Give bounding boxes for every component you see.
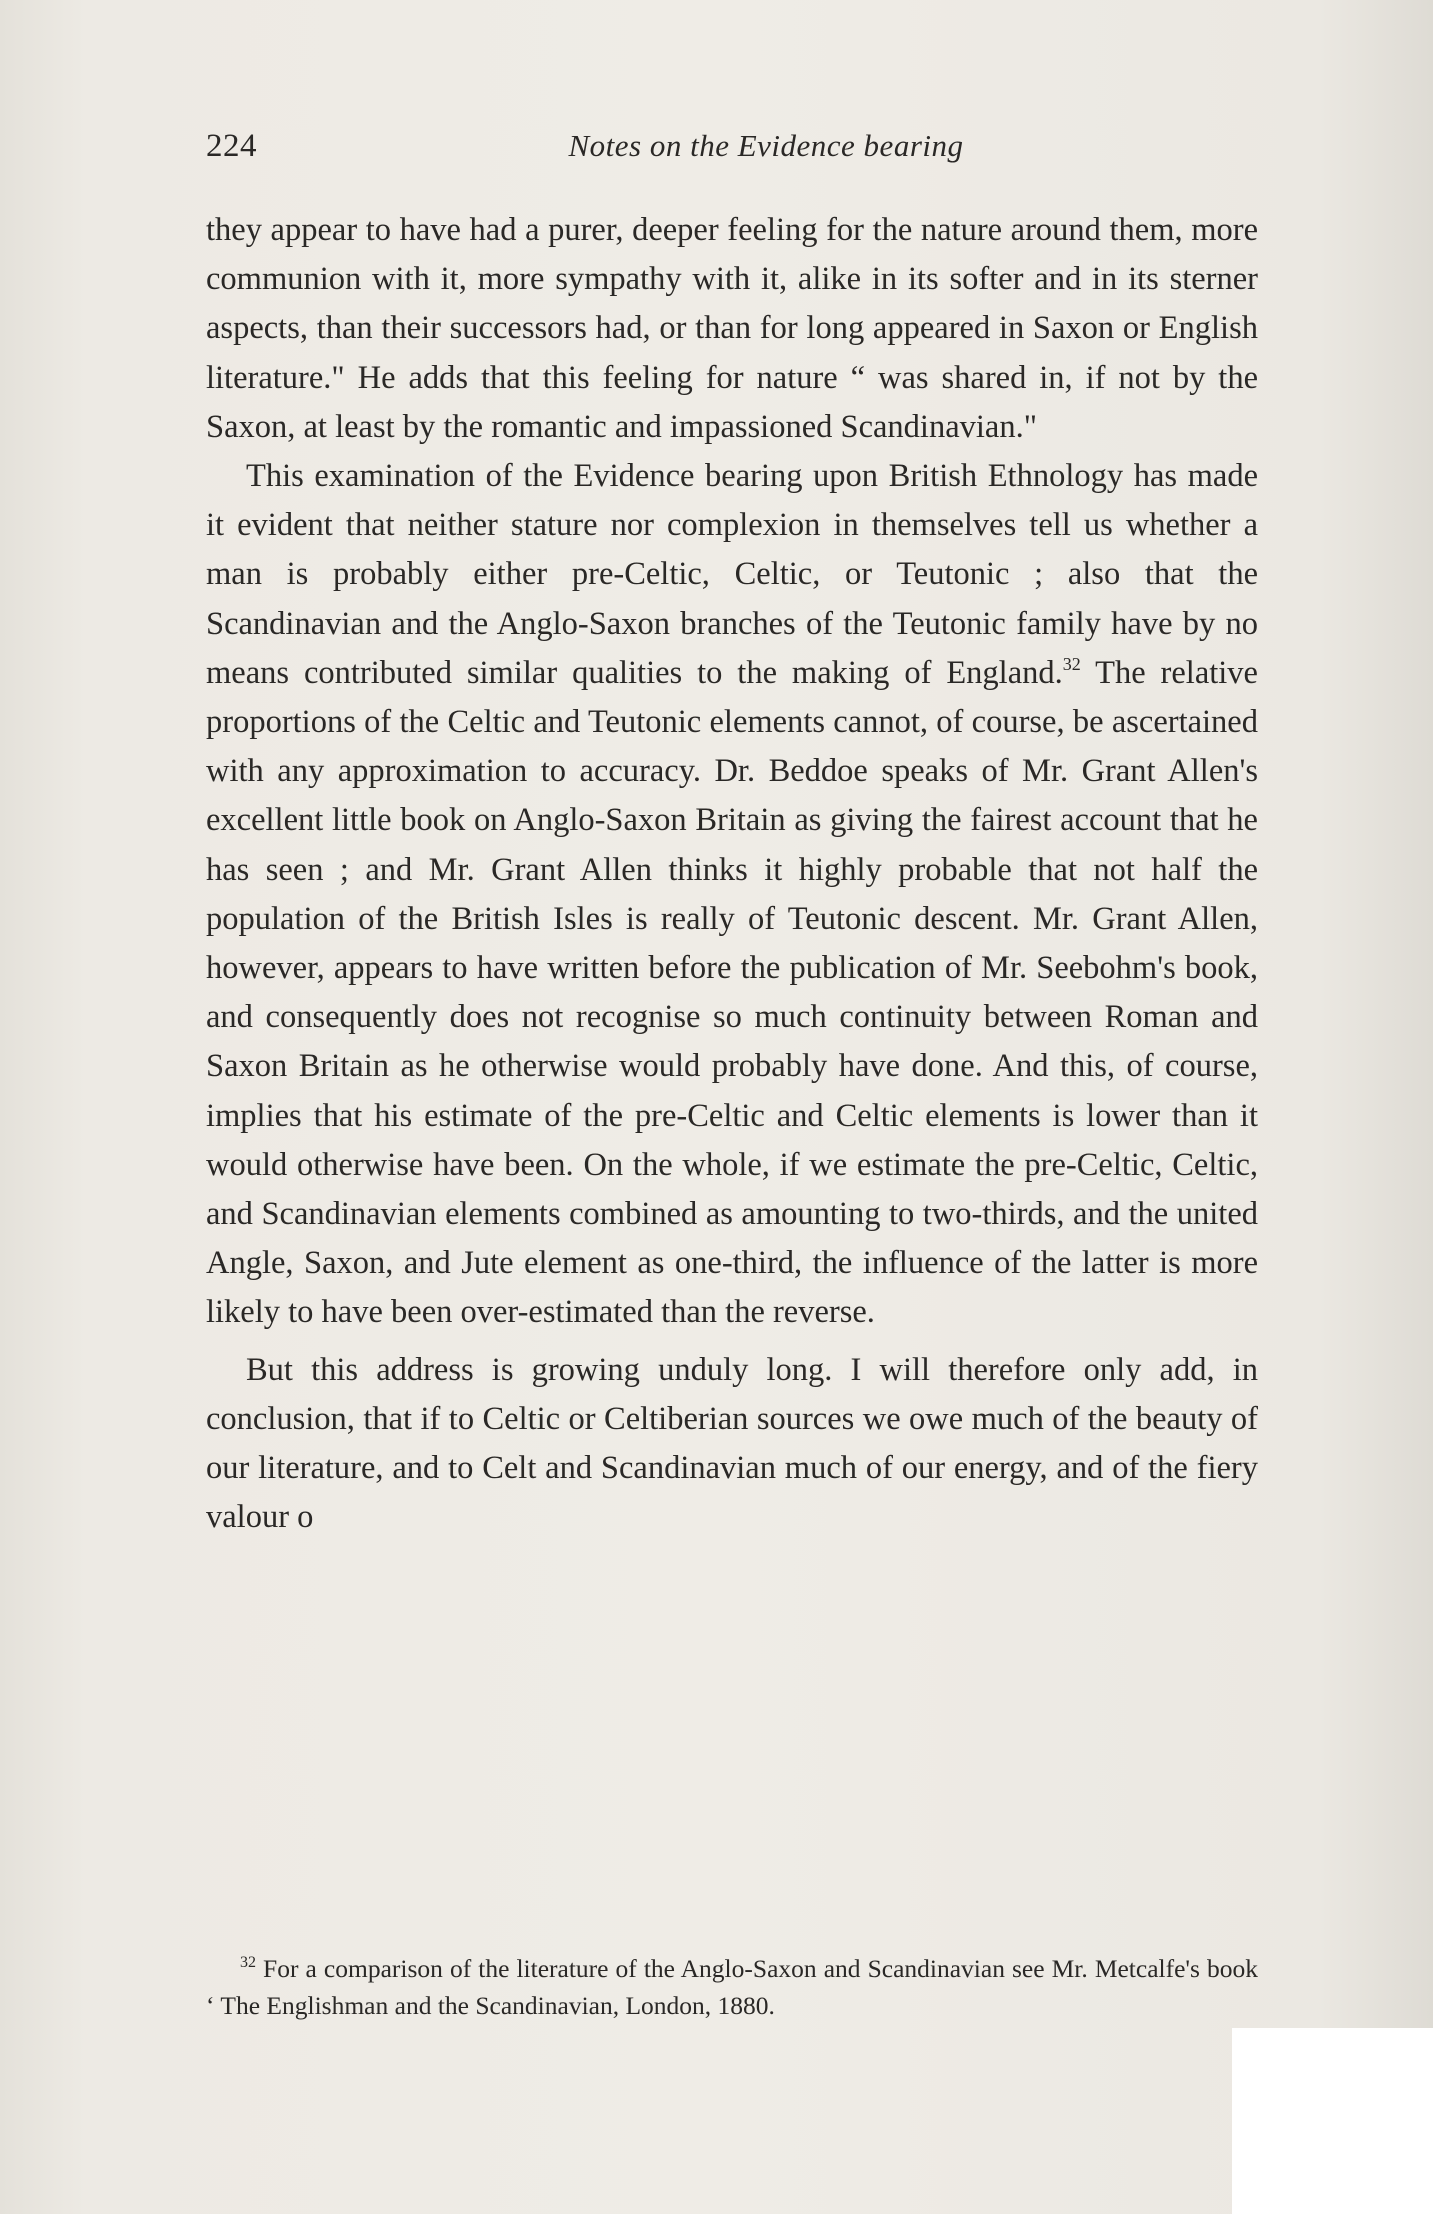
page-number: 224 — [206, 128, 257, 164]
paragraph-1: they appear to have had a purer, deeper feeling for the nature around them, more communion with it, more sympathy with it, alike in its softer and in its sterner aspects, than their successors had, or than for long appeared in Saxon or English literature." He adds that this feeling for nature “ was shared in, if not by the Saxon, at least by the romantic and impassioned Scandinavian." — [206, 212, 1258, 445]
scan-corner-patch — [1232, 2028, 1433, 2214]
paragraph-2 — [206, 452, 1258, 1338]
running-title: Notes on the Evidence bearing — [568, 128, 964, 163]
paragraph-2-text-end: The relative proportions of the Celtic and Teutonic elements cannot, of course, be ascertained with any approximation to accuracy. Dr. Beddoe speaks of Mr. Grant Allen's excellent little book on Anglo-Saxon Britain as giving the fairest account that he has seen ; and Mr. Grant Allen thinks it highly probable that not half the population of the British Isles is really of Teutonic descent. Mr. Grant Allen, however, appears to have written before the publication of Mr. Seebohm's book, and consequently does not recognise so much continuity between Roman and Saxon Britain as he otherwise would probably have done. And this, of course, implies that his estimate of the pre-Celtic and Celtic elements is lower than it would otherwise have been. On the whole, if we estimate the pre-Celtic, Celtic, and Scandinavian elements combined as amounting to two-thirds, and the united Angle, Saxon, and Jute element as one-third, the influence of the latter is more likely to have been over-estimated than the reverse. — [206, 654, 1258, 1331]
footnote-reference: 32 — [1062, 653, 1081, 674]
footnote — [206, 1950, 1258, 2024]
footnote-paragraph — [206, 1950, 1258, 2024]
footnote-text: For a comparison of the literature of the Anglo-Saxon and Scandinavian see Mr. Metcalfe's book ‘ The Englishman and the Scandinavian, London, 1880. — [206, 1954, 1258, 2020]
body-text — [206, 206, 1258, 1542]
paragraph-2-text-start: This examination of the Evidence bearing upon British Ethnology has made it evident that neither stature nor complexion in themselves tell us whether a man is probably either pre-Celtic, Celtic, or Teutonic ; also that the Scandinavian and the Anglo-Saxon branches of the Teutonic family have by no means contributed similar qualities to the making of England. — [206, 458, 1258, 691]
footnote-number: 32 — [240, 1954, 256, 1971]
page-header — [206, 128, 1258, 178]
paragraph-3: But this address is growing unduly long. I will therefore only add, in conclusion, that if to Celtic or Celtiberian sources we owe much of the beauty of our literature, and to Celt and Scandinavian much of our energy, and of the fiery valour o — [206, 1351, 1258, 1536]
